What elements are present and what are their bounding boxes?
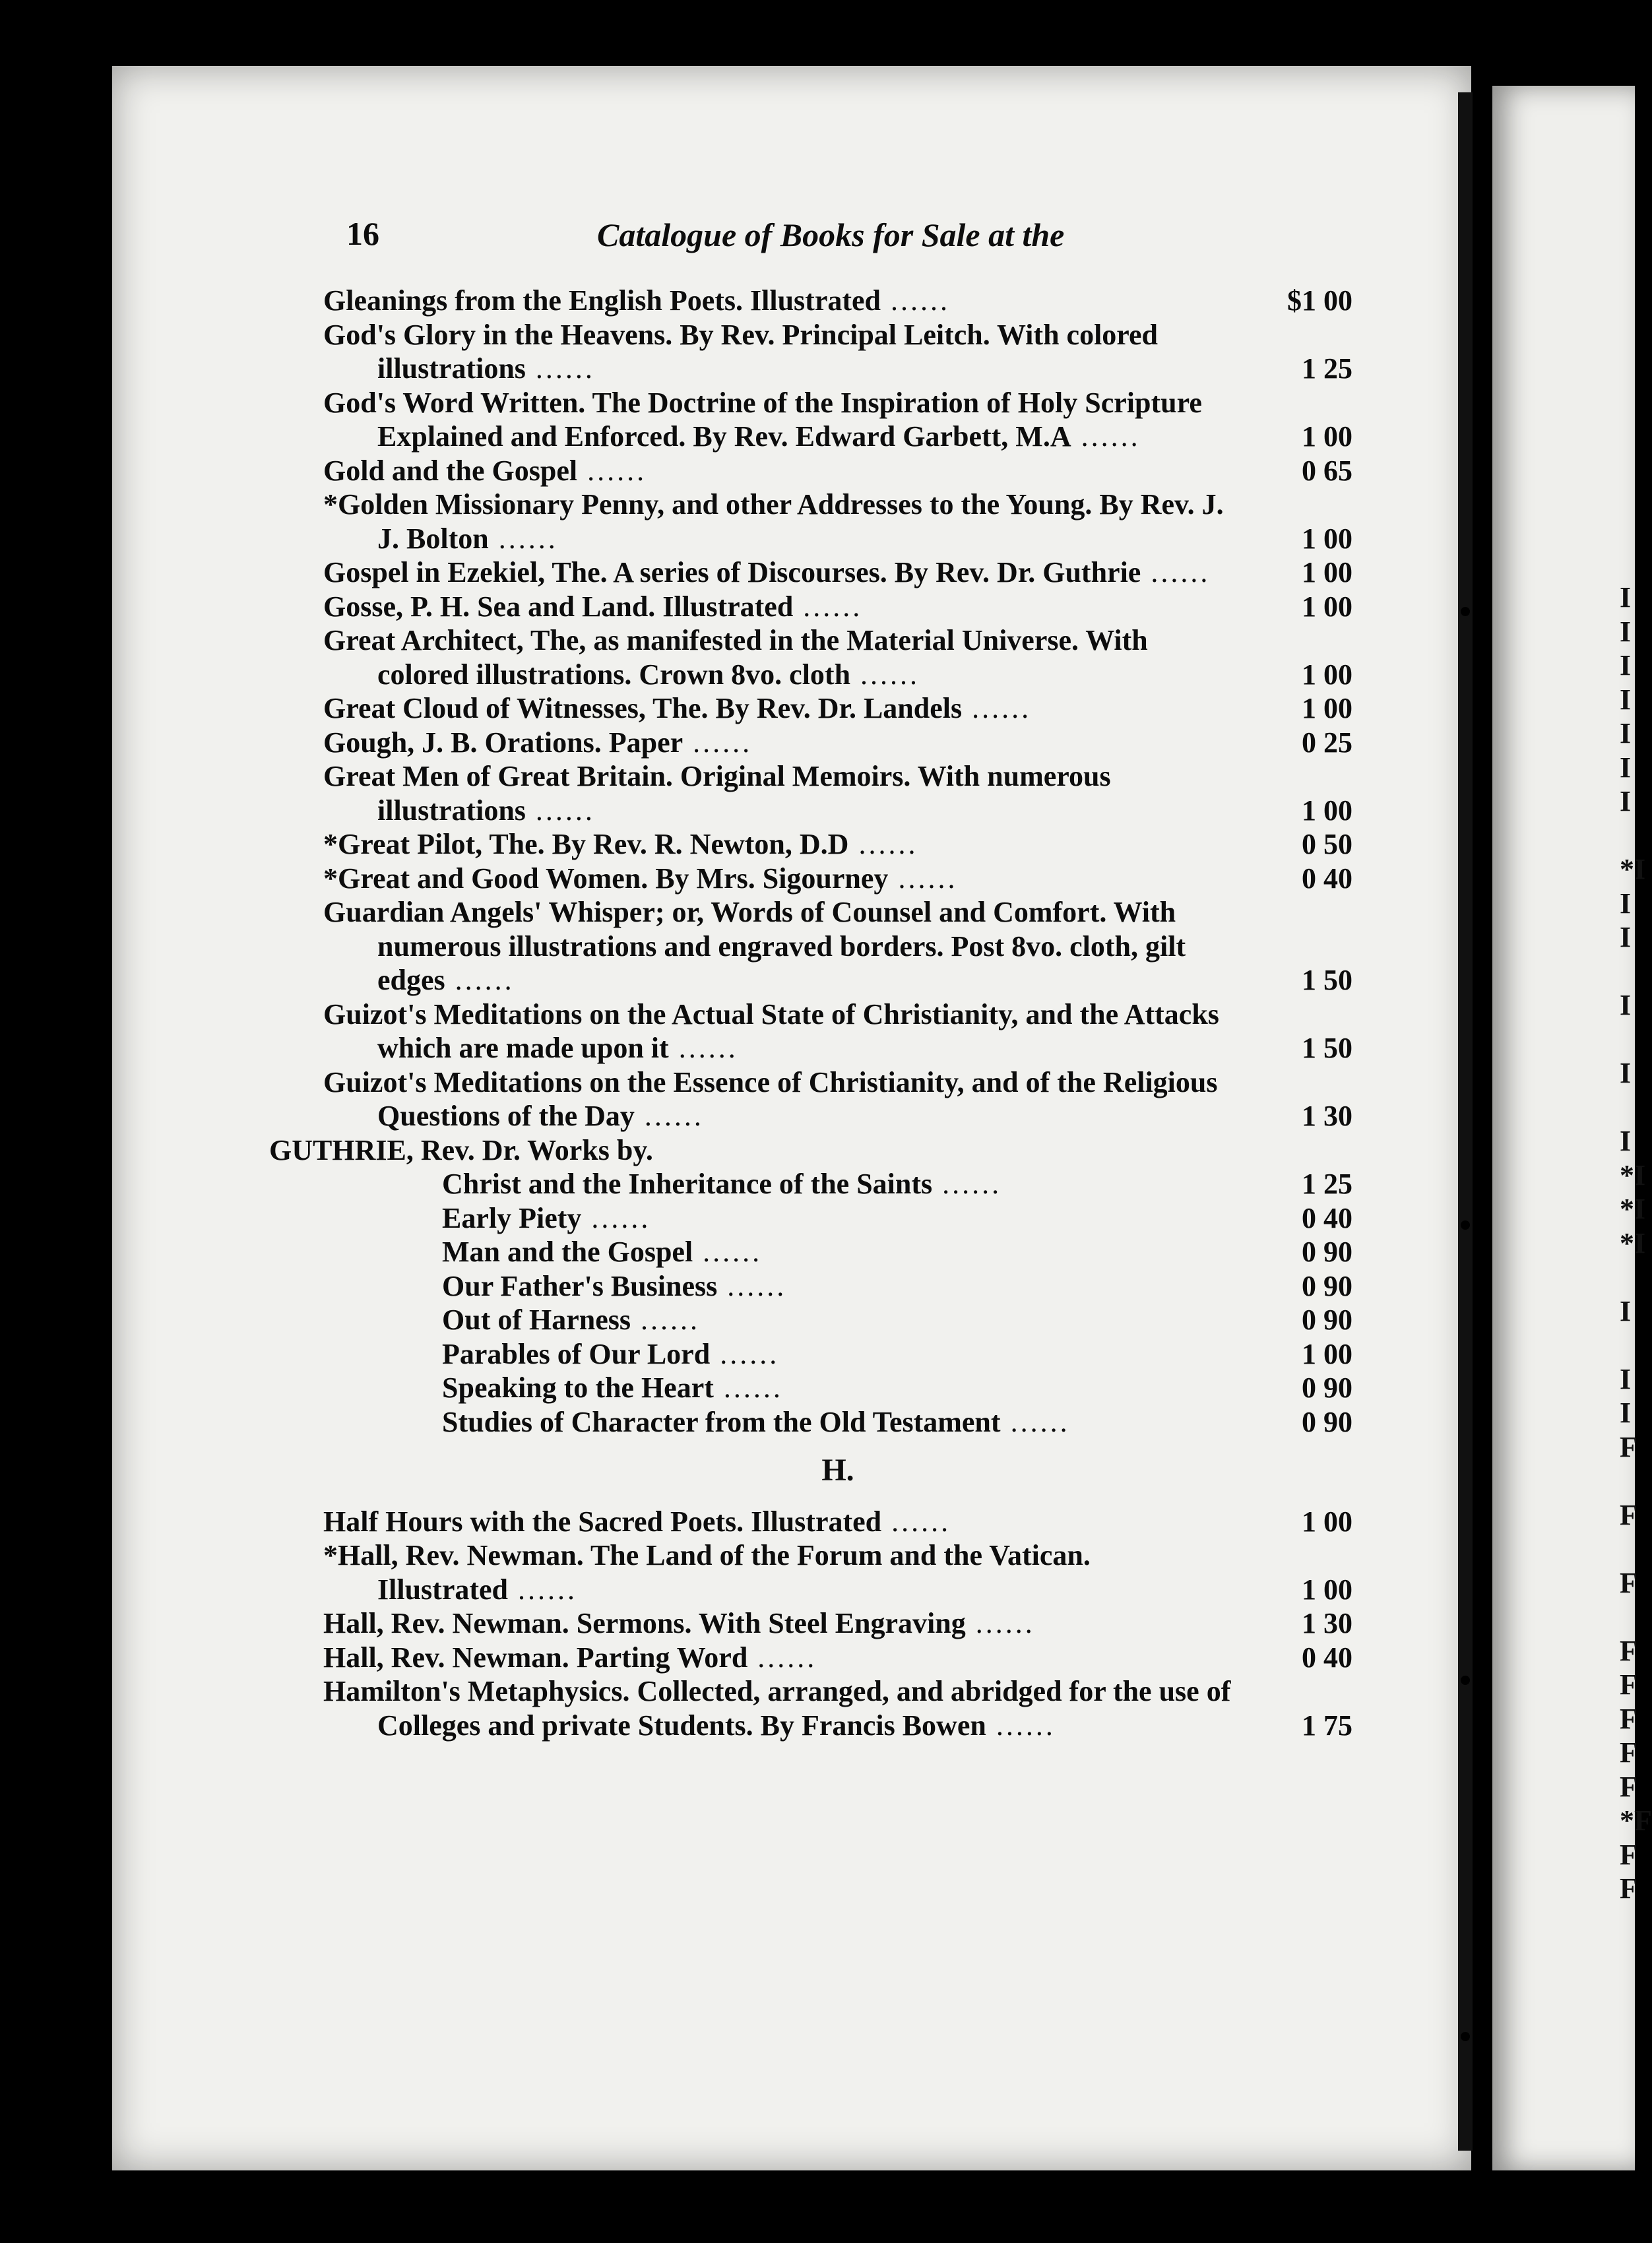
right-page-letter: F xyxy=(1620,1430,1637,1463)
dot-leader: ...... xyxy=(1071,420,1141,453)
catalogue-entry xyxy=(323,318,1352,386)
entry-price: 0 90 xyxy=(1302,1269,1352,1302)
right-page-letter xyxy=(1620,1328,1652,1362)
entry-title: Great Architect, The, as manifested in the Material Universe. With colored illustrations. Crown 8vo. cloth ...... xyxy=(323,624,1148,691)
dot-leader: ...... xyxy=(1000,1405,1070,1438)
right-page-letter: I xyxy=(1620,581,1632,614)
entry-price: 1 00 xyxy=(1302,522,1352,555)
right-page-letter: F xyxy=(1620,1838,1637,1871)
entry-price: 0 90 xyxy=(1302,1372,1352,1404)
catalogue-entry xyxy=(323,1405,1352,1439)
entry-price: 0 65 xyxy=(1302,454,1352,487)
entry-title: God's Word Written. The Doctrine of the Inspiration of Holy Scripture Explained and Enforced. By Rev. Edward Garbett, M.A ...... xyxy=(323,386,1202,453)
dot-leader: ...... xyxy=(848,828,918,860)
entry-title: Gospel in Ezekiel, The. A series of Discourses. By Rev. Dr. Guthrie ...... xyxy=(323,556,1211,588)
catalogue-entry xyxy=(323,1303,1352,1337)
entry-title: Great Men of Great Britain. Original Memoirs. With numerous illustrations ...... xyxy=(323,760,1111,827)
right-page-letter: I xyxy=(1620,785,1632,817)
right-page-letter xyxy=(1620,1464,1652,1498)
right-page-letters xyxy=(1620,581,1652,1906)
entry-title: God's Glory in the Heavens. By Rev. Principal Leitch. With colored illustrations ...... xyxy=(323,318,1159,385)
right-page-letter: F xyxy=(1620,1498,1637,1531)
entry-price: 1 30 xyxy=(1302,1607,1352,1639)
dot-leader: ...... xyxy=(693,1236,763,1268)
dot-leader: ...... xyxy=(986,1709,1056,1742)
dot-leader: ...... xyxy=(881,1505,951,1538)
entry-price: 1 00 xyxy=(1302,1337,1352,1370)
right-page-letter: I xyxy=(1620,1362,1632,1395)
dot-leader: ...... xyxy=(631,1304,700,1336)
right-page-letter: F xyxy=(1620,1770,1637,1803)
entry-title: Out of Harness ...... xyxy=(442,1304,700,1336)
entry-price: 1 50 xyxy=(1302,964,1352,996)
entry-title: Gleanings from the English Poets. Illustrated ...... xyxy=(323,284,951,317)
catalogue-entry xyxy=(323,386,1352,454)
catalogue-entry xyxy=(323,895,1352,997)
catalogue-entry xyxy=(323,726,1352,760)
right-page-letter: I xyxy=(1620,717,1632,749)
right-page-letter: I xyxy=(1620,921,1632,953)
dot-leader: ...... xyxy=(668,1032,738,1064)
right-page-letter xyxy=(1620,1532,1652,1566)
right-page-letter: I xyxy=(1620,751,1632,784)
right-page-letter xyxy=(1620,819,1652,853)
entry-price: $1 00 xyxy=(1287,284,1352,317)
entry-price: 1 75 xyxy=(1302,1709,1352,1742)
binding-mark xyxy=(1461,2032,1470,2041)
right-page-letter xyxy=(1620,1600,1652,1634)
dot-leader: ...... xyxy=(525,352,595,385)
entry-price: 0 40 xyxy=(1302,1641,1352,1674)
entry-title: Christ and the Inheritance of the Saints ...... xyxy=(442,1168,1002,1200)
dot-leader: ...... xyxy=(850,658,920,691)
catalogue-entry xyxy=(323,1235,1352,1269)
right-page-letter: *I xyxy=(1620,853,1646,885)
entry-title: *Great and Good Women. By Mrs. Sigourney ...... xyxy=(323,862,958,895)
right-page-letter: F xyxy=(1620,1702,1637,1735)
right-page-letter xyxy=(1620,955,1652,989)
right-page-edge xyxy=(1492,86,1635,2170)
right-page-letter: I xyxy=(1620,887,1632,920)
entry-price: 0 90 xyxy=(1302,1304,1352,1336)
right-page-letter: *F xyxy=(1620,1804,1652,1837)
catalogue-entry xyxy=(323,1538,1352,1606)
entry-title: Hall, Rev. Newman. Parting Word ...... xyxy=(323,1641,817,1674)
page-number: 16 xyxy=(346,215,379,252)
catalogue-entry xyxy=(323,1674,1352,1742)
right-page-letter: F xyxy=(1620,1668,1637,1701)
dot-leader: ...... xyxy=(747,1641,817,1674)
entry-title: Early Piety ...... xyxy=(442,1201,651,1234)
entry-title: Hamilton's Metaphysics. Collected, arranged, and abridged for the use of Colleges and private Students. By Francis Bowen ...... xyxy=(323,1675,1231,1742)
catalogue-entry xyxy=(323,590,1352,624)
right-page-letter: F xyxy=(1620,1872,1637,1905)
entry-price: 0 90 xyxy=(1302,1405,1352,1438)
entry-price: 1 00 xyxy=(1302,658,1352,691)
right-page-letter: F xyxy=(1620,1566,1637,1599)
entry-title: Gough, J. B. Orations. Paper ...... xyxy=(323,726,753,759)
binding-mark xyxy=(1461,1220,1470,1230)
dot-leader: ...... xyxy=(525,794,595,827)
dot-leader: ...... xyxy=(710,1337,780,1370)
dot-leader: ...... xyxy=(634,1100,704,1132)
binding-mark xyxy=(1461,607,1470,616)
dot-leader: ...... xyxy=(683,726,753,759)
catalogue-entry xyxy=(323,1269,1352,1304)
entry-price: 1 00 xyxy=(1302,1573,1352,1606)
dot-leader: ...... xyxy=(962,692,1032,724)
entry-price: 1 00 xyxy=(1302,590,1352,623)
entry-price: 1 30 xyxy=(1302,1100,1352,1132)
entry-title: Guardian Angels' Whisper; or, Words of Counsel and Comfort. With numerous illustrations and engraved borders. Post 8vo. cloth, gilt edges ...... xyxy=(323,896,1186,996)
catalogue-entries xyxy=(269,284,1352,1742)
entry-title: Guizot's Meditations on the Essence of Christianity, and of the Religious Questions of the Day ...... xyxy=(323,1065,1218,1132)
book-gutter xyxy=(1458,92,1473,2151)
entry-title: Our Father's Business ...... xyxy=(442,1269,787,1302)
dot-leader: ...... xyxy=(1141,556,1211,588)
entry-title: Great Cloud of Witnesses, The. By Rev. Dr. Landels ...... xyxy=(323,692,1032,724)
right-page-letter: I xyxy=(1620,1125,1632,1157)
right-page-letter xyxy=(1620,1090,1652,1125)
catalogue-entry xyxy=(323,623,1352,691)
entry-title: Studies of Character from the Old Testament ...... xyxy=(442,1405,1070,1438)
dot-leader: ...... xyxy=(965,1607,1035,1639)
entry-price: 1 25 xyxy=(1302,352,1352,385)
entry-title: Gosse, P. H. Sea and Land. Illustrated ...... xyxy=(323,590,863,623)
right-page-letter: *I xyxy=(1620,1193,1646,1225)
right-page-letter: I xyxy=(1620,649,1632,681)
catalogue-entry xyxy=(323,759,1352,827)
right-page-letter: I xyxy=(1620,1397,1632,1429)
right-page-letter: I xyxy=(1620,683,1632,716)
catalogue-entry xyxy=(323,1371,1352,1405)
entry-price: 1 50 xyxy=(1302,1032,1352,1064)
entry-title: Hall, Rev. Newman. Sermons. With Steel Engraving ...... xyxy=(323,1607,1035,1639)
dot-leader: ...... xyxy=(888,862,958,895)
entry-price: 1 00 xyxy=(1302,420,1352,453)
catalogue-entry xyxy=(323,997,1352,1065)
right-page-letter: I xyxy=(1620,989,1632,1021)
entry-price: 1 00 xyxy=(1302,1505,1352,1538)
dot-leader: ...... xyxy=(445,964,515,996)
entry-title: *Golden Missionary Penny, and other Addresses to the Young. By Rev. J. J. Bolton ...... xyxy=(323,488,1224,555)
catalogue-entry xyxy=(323,488,1352,555)
author-group-heading: GUTHRIE, Rev. Dr. Works by. xyxy=(269,1133,653,1166)
right-page-letter: F xyxy=(1620,1634,1637,1667)
entry-title: Man and the Gospel ...... xyxy=(442,1236,763,1268)
dot-leader: ...... xyxy=(793,590,863,623)
entry-title: *Hall, Rev. Newman. The Land of the Forum and the Vatican. Illustrated ...... xyxy=(323,1539,1091,1606)
entry-title: Gold and the Gospel ...... xyxy=(323,454,647,487)
entry-price: 1 25 xyxy=(1302,1168,1352,1200)
dot-leader: ...... xyxy=(577,454,647,487)
entry-price: 0 50 xyxy=(1302,828,1352,860)
catalogue-entry xyxy=(323,827,1352,862)
dot-leader: ...... xyxy=(488,522,558,555)
catalogue-entry xyxy=(323,1606,1352,1641)
entry-title: Guizot's Meditations on the Actual State of Christianity, and the Attacks which are made upon it ...... xyxy=(323,997,1219,1064)
catalogue-entry xyxy=(323,1641,1352,1675)
dot-leader: ...... xyxy=(508,1573,577,1606)
catalogue-entry xyxy=(323,555,1352,590)
catalogue-entry xyxy=(323,454,1352,488)
entry-price: 0 25 xyxy=(1302,726,1352,759)
catalogue-entry xyxy=(323,691,1352,726)
dot-leader: ...... xyxy=(881,284,951,317)
right-page-letter: I xyxy=(1620,1294,1632,1327)
binding-mark xyxy=(1461,1676,1470,1685)
catalogue-entry xyxy=(323,862,1352,896)
dot-leader: ...... xyxy=(717,1269,787,1302)
entry-title: *Great Pilot, The. By Rev. R. Newton, D.D ...... xyxy=(323,828,918,860)
entry-price: 0 90 xyxy=(1302,1236,1352,1268)
right-page-letter: I xyxy=(1620,615,1632,648)
right-page-letter: I xyxy=(1620,1057,1632,1089)
right-page-letter: *I xyxy=(1620,1226,1646,1259)
entry-price: 0 40 xyxy=(1302,862,1352,895)
catalogue-entry xyxy=(323,1065,1352,1133)
entry-price: 1 00 xyxy=(1302,794,1352,827)
catalogue-entry xyxy=(323,1337,1352,1372)
entry-title: Speaking to the Heart ...... xyxy=(442,1372,783,1404)
running-head: Catalogue of Books for Sale at the xyxy=(597,216,1065,253)
entry-price: 1 00 xyxy=(1302,692,1352,724)
catalogue-entry xyxy=(323,1505,1352,1539)
entry-price: 0 40 xyxy=(1302,1201,1352,1234)
entry-title: Half Hours with the Sacred Poets. Illustrated ...... xyxy=(323,1505,951,1538)
dot-leader: ...... xyxy=(713,1372,783,1404)
right-page-letter xyxy=(1620,1260,1652,1294)
right-page-letter: *I xyxy=(1620,1158,1646,1191)
catalogue-entry xyxy=(323,1167,1352,1201)
section-letter: H. xyxy=(821,1453,854,1488)
catalogue-entry xyxy=(323,1201,1352,1236)
dot-leader: ...... xyxy=(581,1201,651,1234)
right-page-letter: F xyxy=(1620,1736,1637,1769)
catalogue-entry xyxy=(323,284,1352,318)
right-page-letter xyxy=(1620,1023,1652,1057)
dot-leader: ...... xyxy=(932,1168,1002,1200)
entry-title: Parables of Our Lord ...... xyxy=(442,1337,780,1370)
entry-price: 1 00 xyxy=(1302,556,1352,588)
